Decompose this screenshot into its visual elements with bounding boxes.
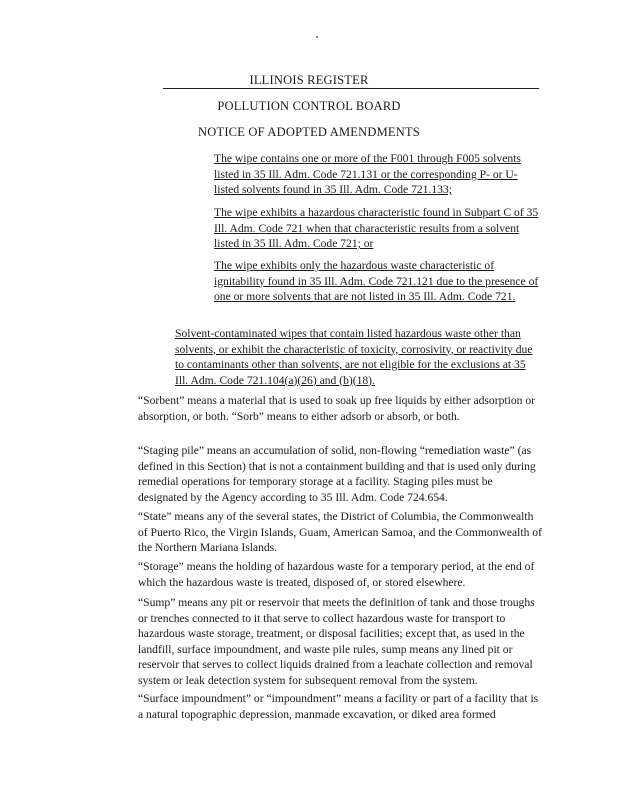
header-rule	[163, 88, 539, 89]
definition-state: “State” means any of the several states, the District of Columbia, the Commonwealth of Puerto Rico, the Virgin Islands, Guam, American Samoa, and the Commonwealth of the Northern Mariana Islands.	[138, 510, 542, 554]
board-name: POLLUTION CONTROL BOARD	[217, 99, 401, 113]
definition-storage: “Storage” means the holding of hazardous waste for a temporary period, at the end of which the hazardous waste is treated, disposed of, or stored elsewhere.	[138, 560, 535, 589]
wipe-condition-3: The wipe exhibits only the hazardous waste characteristic of ignitability found in 35 Ill. Adm. Code 721.121 due to the presence of one or more solvents that are not listed in 35 Ill. Adm. Code 721.	[214, 259, 539, 303]
definition-surface-impoundment: “Surface impoundment” or “impoundment” means a facility or part of a facility that is a natural topographic depression, manmade excavation, or diked area formed	[138, 692, 539, 721]
definition-sump: “Sump” means any pit or reservoir that meets the definition of tank and those troughs or trenches connected to it that serve to collect hazardous waste for transport to hazardous waste storage, treatment, or disposal facilities; except that, as used in the landfill, surface impoundment, and waste pile rules, sump means any lined pit or reservoir that serves to collect liquids drained from a leachate collection and removal system or leak detection system for subsequent removal from the system.	[138, 596, 535, 687]
notice-title: NOTICE OF ADOPTED AMENDMENTS	[198, 125, 420, 139]
solvent-contaminated-wipes-note: Solvent-contaminated wipes that contain listed hazardous waste other than solvents, or exhibit the characteristic of toxicity, corrosivity, or reactivity due to contaminants other than solvents, are not eligible for the exclusions at 35 Ill. Adm. Code 721.104(a)(26) and (b)(18).	[175, 327, 533, 387]
wipe-condition-1: The wipe contains one or more of the F001 through F005 solvents listed in 35 Ill. Adm. Code 721.131 or the corresponding P- or U-listed solvents found in 35 Ill. Adm. Code 721.133;	[214, 152, 521, 196]
wipe-condition-2: The wipe exhibits a hazardous characteristic found in Subpart C of 35 Ill. Adm. Code 721 when that characteristic results from a solvent listed in 35 Ill. Adm. Code 721; or	[214, 206, 539, 250]
definition-staging-pile: “Staging pile” means an accumulation of solid, non-flowing “remediation waste” (as defined in this Section) that is not a containment building and that is used only during remedial operations for temporary storage at a facility. Staging piles must be designated by the Agency according to 35 Ill. Adm. Code 724.654.	[138, 444, 536, 504]
scan-speck	[316, 36, 318, 38]
register-title: ILLINOIS REGISTER	[249, 73, 369, 87]
definition-sorbent: “Sorbent” means a material that is used to soak up free liquids by either adsorption or absorption, or both. “Sorb” means to either adsorb or absorb, or both.	[138, 394, 535, 423]
